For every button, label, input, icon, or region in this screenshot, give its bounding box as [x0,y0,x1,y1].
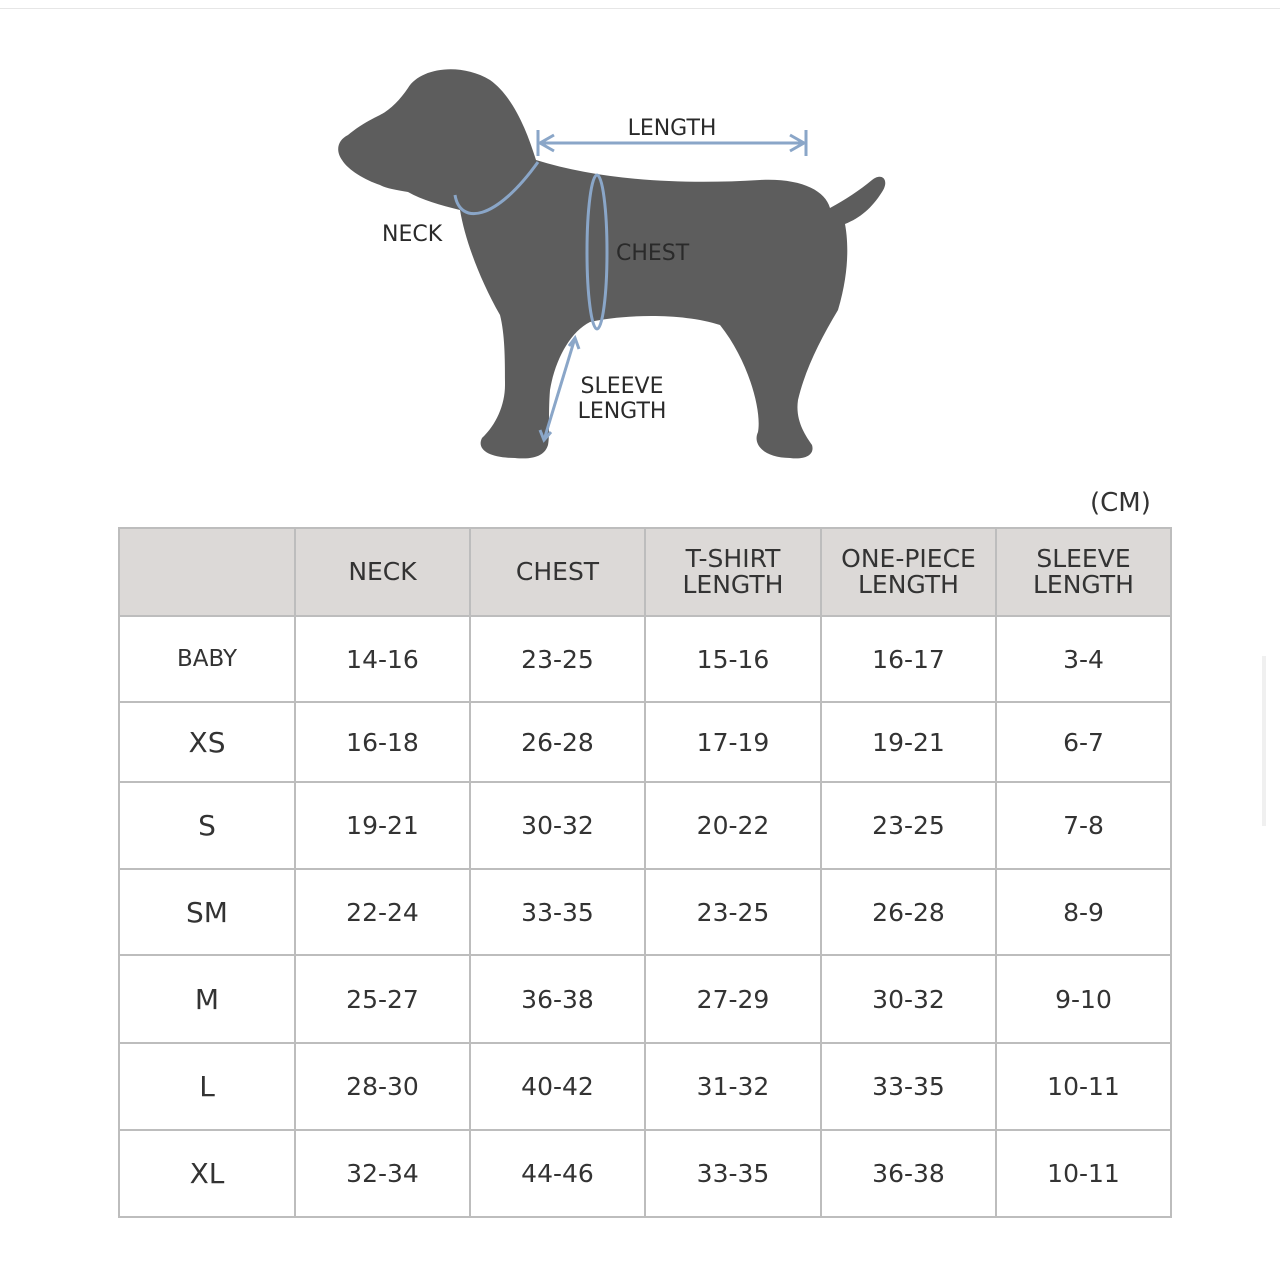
header-chest: CHEST [470,528,645,616]
tshirt-length-cell: 33-35 [645,1130,821,1217]
sleeve-length-cell: 3-4 [996,616,1171,702]
unit-label: (CM) [1090,488,1151,518]
header-tshirt-length: T-SHIRT LENGTH [645,528,821,616]
one-piece-length-cell: 36-38 [821,1130,996,1217]
edge-scroll-mark [1262,656,1266,826]
sleeve-length-cell: 10-11 [996,1130,1171,1217]
size-cell: M [119,955,295,1043]
chest-cell: 36-38 [470,955,645,1043]
chest-cell: 23-25 [470,616,645,702]
neck-cell: 22-24 [295,869,470,955]
one-piece-length-cell: 26-28 [821,869,996,955]
table-row [119,869,1171,955]
one-piece-length-cell: 16-17 [821,616,996,702]
header-size [119,528,295,616]
sleeve-label-line2: LENGTH [577,399,667,424]
table-row [119,1043,1171,1130]
chest-cell: 44-46 [470,1130,645,1217]
header-sleeve-length: SLEEVE LENGTH [996,528,1171,616]
neck-cell: 32-34 [295,1130,470,1217]
size-cell: XL [119,1130,295,1217]
table-row [119,955,1171,1043]
header-neck: NECK [295,528,470,616]
sleeve-length-cell: 8-9 [996,869,1171,955]
sleeve-length-cell: 10-11 [996,1043,1171,1130]
neck-label: NECK [382,222,443,247]
tshirt-length-cell: 15-16 [645,616,821,702]
one-piece-length-cell: 33-35 [821,1043,996,1130]
neck-cell: 16-18 [295,702,470,782]
sleeve-length-cell: 6-7 [996,702,1171,782]
size-cell: L [119,1043,295,1130]
chest-label: CHEST [616,241,690,266]
tshirt-length-cell: 31-32 [645,1043,821,1130]
size-cell: SM [119,869,295,955]
tshirt-length-cell: 23-25 [645,869,821,955]
table-row [119,702,1171,782]
neck-cell: 28-30 [295,1043,470,1130]
size-cell: XS [119,702,295,782]
chest-cell: 26-28 [470,702,645,782]
sleeve-length-cell: 9-10 [996,955,1171,1043]
dog-measurement-diagram [300,40,920,490]
neck-cell: 14-16 [295,616,470,702]
table-row [119,782,1171,869]
tshirt-length-cell: 17-19 [645,702,821,782]
header-one-piece-length: ONE-PIECE LENGTH [821,528,996,616]
size-cell: S [119,782,295,869]
sleeve-length-cell: 7-8 [996,782,1171,869]
chest-cell: 33-35 [470,869,645,955]
size-cell: BABY [119,616,295,702]
neck-cell: 25-27 [295,955,470,1043]
one-piece-length-cell: 19-21 [821,702,996,782]
sleeve-label-line1: SLEEVE [580,374,664,399]
tshirt-length-cell: 20-22 [645,782,821,869]
one-piece-length-cell: 30-32 [821,955,996,1043]
chest-cell: 30-32 [470,782,645,869]
top-divider [0,8,1280,9]
tshirt-length-cell: 27-29 [645,955,821,1043]
neck-cell: 19-21 [295,782,470,869]
table-header-row [119,528,1171,616]
size-chart-table [118,527,1172,1218]
chest-cell: 40-42 [470,1043,645,1130]
length-label: LENGTH [627,116,717,141]
one-piece-length-cell: 23-25 [821,782,996,869]
table-row [119,616,1171,702]
table-row [119,1130,1171,1217]
